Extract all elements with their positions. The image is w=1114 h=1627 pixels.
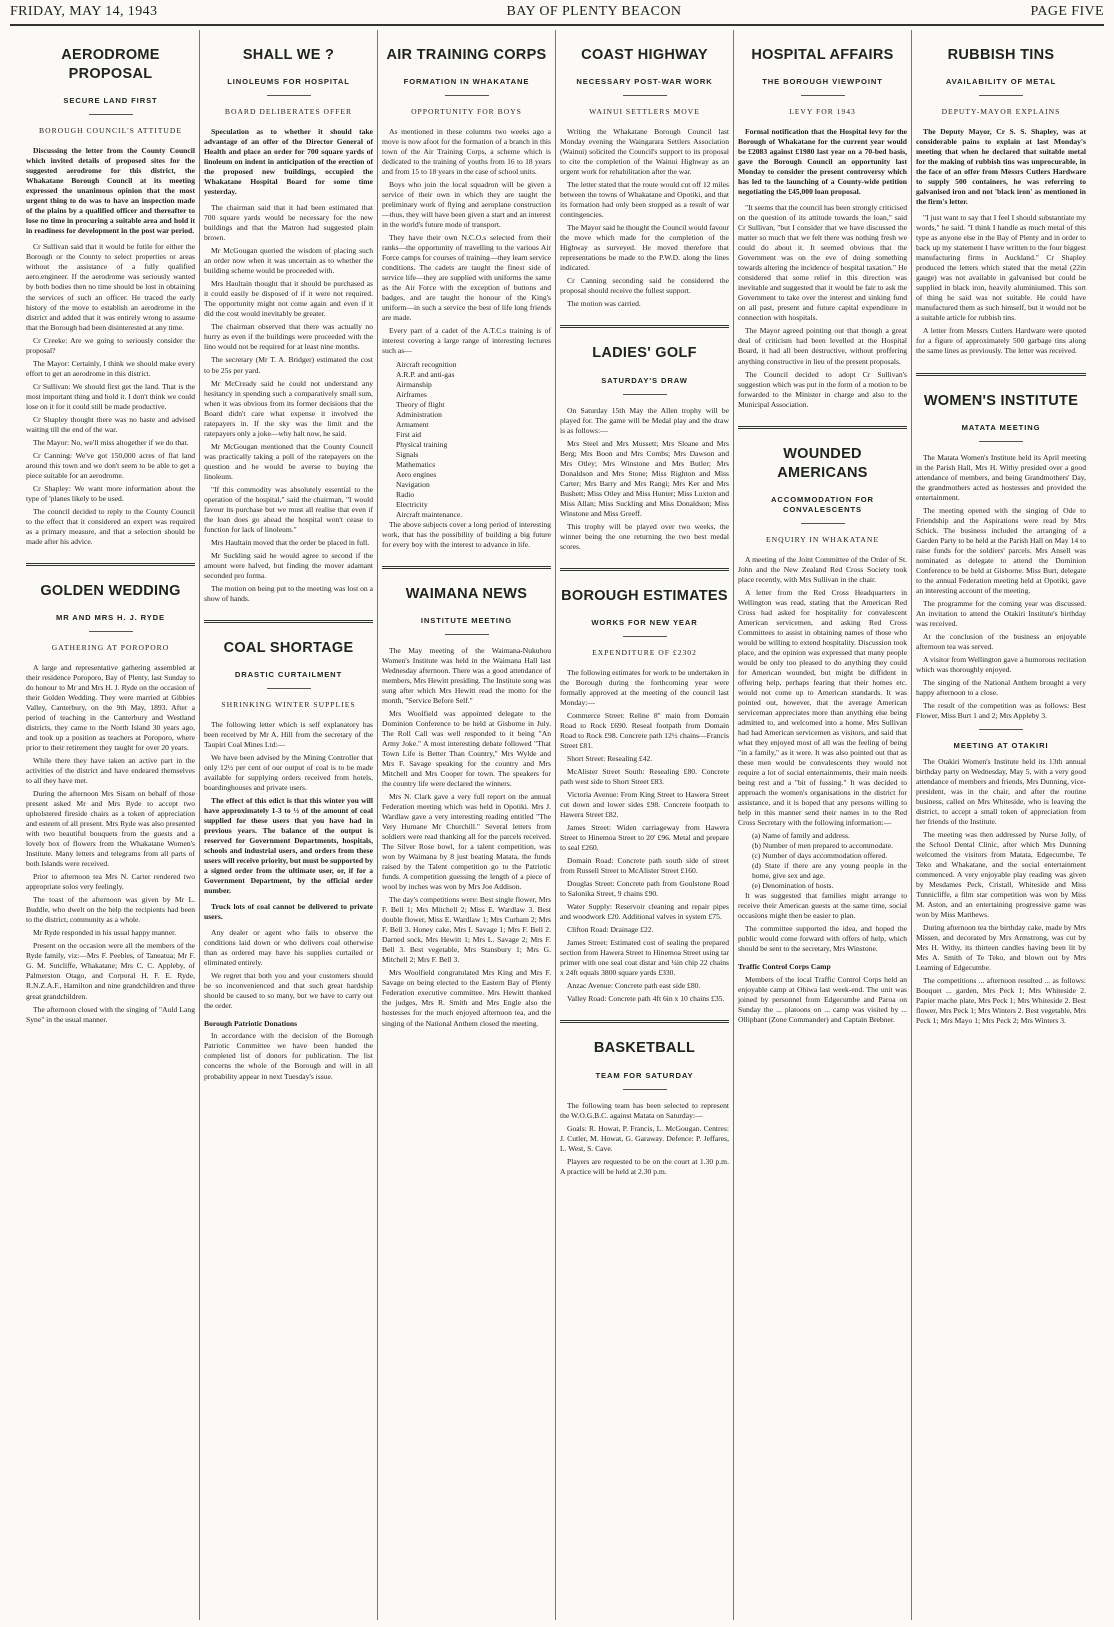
kicker: GATHERING AT POROPORO	[51, 643, 170, 652]
subheadline: MR AND MRS H. J. RYDE	[55, 612, 166, 622]
divider	[267, 95, 311, 96]
subheadline: WORKS FOR NEW YEAR	[591, 617, 698, 627]
divider	[801, 95, 845, 96]
divider	[979, 95, 1023, 96]
column-3	[378, 30, 556, 1620]
paragraph: The Mayor said he thought the Council would favour the move which made for the completion of the Highway as surveyed. He moved therefore that representations be made to the P.W.D. along the lines indicated.	[560, 223, 729, 273]
article-borough-estimates	[560, 587, 729, 1005]
paragraph: Mr McCready said he could not understand any hesitancy in spending such a comparatively small sum, when it was obvious from its former decisions that the Board didn't care what expense it involved the ratepayers in. If the sky was the limit and the ratepayers only a joke—why halt now, he said.	[204, 378, 373, 438]
kicker: BOROUGH COUNCIL'S ATTITUDE	[39, 126, 182, 136]
paragraph: Cr Shapley thought there was no haste and advised waiting till the end of the war.	[26, 414, 195, 434]
paragraph: James Street: Widen carriageway from Hawera Street to Hinemoa Street to 20' £96. Metal and prepare to seal £260.	[560, 823, 729, 853]
lecture-item: First aid	[396, 429, 422, 439]
article-separator	[560, 325, 729, 328]
paragraph: The motion was carried.	[567, 299, 641, 309]
article-separator	[560, 1020, 729, 1023]
intro-paragraph: The following estimates for work to be undertaken in the Borough during the forthcoming year were formally approved at the meeting of the council last Monday:—	[560, 667, 729, 707]
paragraph: Truck lots of coal cannot be delivered to private users.	[204, 902, 373, 922]
paragraph: The Mayor: Certainly, I think we should make every effort to get an aerodrome in this district.	[26, 358, 195, 378]
intro-paragraph: Speculation as to whether it should take advantage of an offer of the Director General of Health and place an order for 700 square yards of linoleum on indent in anticipation of the erection of the proposed new buildings, occupied the Whakatane Hospital Board for some time yesterday.	[204, 127, 373, 197]
paragraph: A visitor from Wellington gave a humorous recitation which was thoroughly enjoyed.	[916, 654, 1086, 674]
headline: BOROUGH ESTIMATES	[561, 587, 728, 604]
info-item: (e) Denomination of hosts.	[752, 881, 834, 891]
paragraph: Cr Sullivan said that it would be futile for either the Borough or the County to select properties or areas without the assistance of a fully qualified aero.engineer. If the aerodrome was seriously wanted by both bodies then no time should be lost in obtaining the services of such an officer. He traced the early history of the move to establish an aerodrome in the district and added that it was entirely wrong to assume that the Borough had been disinterested at any time.	[26, 242, 195, 332]
paragraph: "I just want to say that I feel I should substantiate my words," he said. "I think I handle as much metal of this type as anyone else in the Bay of Plenty and in order to back up my statement I have written to the four biggest manufacturing firms in Auckland." Cr Shapley produced the letters which stated that the metal (22in gauge) was not available in galvanised but could be supplied in black iron, heavily aluminiumed. This sort of thing he said was not suitable. He could have manufactured them as such himself, but it would not be a suitable article for rubbish tins.	[916, 213, 1086, 323]
kicker: BOARD DELIBERATES OFFER	[224, 107, 353, 117]
paragraph: Douglas Street: Concrete path from Goulstone Road to Salonika Street, 9 chains £90.	[560, 879, 729, 899]
article-aerodrome	[26, 46, 195, 547]
lecture-item: Airmanship	[396, 379, 432, 389]
kicker: EXPENDITURE OF £2302	[592, 647, 697, 657]
paragraph: At the conclusion of the business an enjoyable afternoon tea was served.	[916, 631, 1086, 651]
subheadline: LINOLEUMS FOR HOSPITAL	[227, 77, 350, 87]
lecture-item: Aero engines	[396, 469, 437, 479]
paragraph: The singing of the National Anthem brought a very happy afternoon to a close.	[916, 677, 1086, 697]
columns	[22, 30, 1094, 1620]
lecture-item: Radio	[396, 489, 415, 499]
article-ladies-golf	[560, 344, 729, 551]
paragraph: Valley Road: Concrete path 4ft 6in x 10 chains £35.	[567, 994, 725, 1004]
column-6	[912, 30, 1090, 1620]
kicker: SHRINKING WINTER SUPPLIES	[221, 699, 356, 709]
paragraph: The motion on being put to the meeting was lost on a show of hands.	[204, 583, 373, 603]
paragraph: On Saturday 15th May the Allen trophy will be played for. The game will be Medal play and the draw is as follows:—	[560, 405, 729, 435]
divider	[89, 114, 133, 115]
paragraph: A letter from the Red Cross Headquarters in Wellington was read, stating that the American Red Cross had asked for hospitality for convalescent American servicemen, and asking Red Cross Committees to assist in obtaining names of those who would be willing to extend hospitality. Discussion took place, and the opinion was expressed that many people would be only too pleased to do anything they could for American wounded, but might be diffident in offering help, perhaps fearing that their homes etc. would not come up to American standards. It was pointed out, however, that the average American serviceman appreciates more than anything else being admitted to, and welcomed into a home. Mrs Sullivan had had American servicemen as visitors, and said that what they enjoyed most of all was the feeling of being "in a family," as it were. It was also pointed out that as these men would be convalescents they would not require a lot of social entertainments, their main needs being rest and a "bit of fussing." It was decided to approach the women's organisations in the district for assistance, and it is hoped that any persons willing to help in this manner send their names in to the Red Cross Secretary with the following information:—	[738, 587, 907, 828]
lecture-item: Aircraft recognition	[396, 359, 457, 369]
paragraph: Anzac Avenue: Concrete path east side £80.	[567, 981, 701, 991]
article-separator	[26, 563, 195, 566]
subheadline: SECURE LAND FIRST	[63, 96, 158, 106]
paragraph: McAlister Street South: Resealing £80. Concrete path west side to Short Street £83.	[560, 767, 729, 787]
headline: SHALL WE ?	[242, 47, 335, 63]
subheadline: SATURDAY'S DRAW	[601, 375, 688, 385]
paragraph: Cr Canning seconding said he considered the proposal should receive the fullest support.	[560, 276, 729, 296]
paragraph: We have been advised by the Mining Controller that only 12½ per cent of our output of coal is to be made available for supplying orders received from hotels, boardinghouses and private users.	[204, 753, 373, 793]
paragraph: The competitions ... afternoon resulted ... as follows: Bouquet ... garden, Mrs Peck 1; Mrs Whiteside 2. Papier mache plate, Mrs Peck 1; Mrs Whiteside 2. Best flower, Mrs Peck 1; Mrs Winters 2. Best vegetable, Mrs Peck 1; Mrs Mayo 1; Mrs Peck 2; Mrs Winters 3.	[916, 976, 1086, 1026]
headline: AERODROME PROPOSAL	[61, 47, 160, 83]
article-separator	[916, 373, 1086, 376]
kicker: DEPUTY-MAYOR EXPLAINS	[941, 107, 1061, 117]
paragraph: Cr Sullivan: We should first get the land. That is the most important thing and hold it. I don't think we could lose on it for it could still be made productive.	[26, 381, 195, 411]
article-hospital-affairs	[738, 46, 907, 410]
lecture-item: Mathematics	[396, 459, 436, 469]
subheadline: MATATA MEETING	[961, 422, 1041, 432]
paragraph: A large and representative gathering assembled at their residence Poroporo, Bay of Plenty, last Sunday to do honour to Mr and Mrs H. J. Ryde on the occasion of their Golden Wedding. They were married at Gibbies Valley, Canterbury, on the 9th May, 1893. After a period of teaching in the Canterbury and Westland districts, they came to the North Island 30 years ago, and took up a position as teachers at Poroporo, where prior to their retirement they taught for over 20 years.	[26, 663, 195, 753]
paragraph: Members of the local Traffic Control Corps held an enjoyable camp at Ohiwa last week-end. The unit was joined by personnel from Edgecumbe and Paroa on Sunday the ... platoons on ... camp was visited by ... Olliphant (Zone Commander) and Captain Brebner.	[738, 974, 907, 1024]
paragraph: "It seems that the council has been strongly criticised on the question of its attitude towards the loan," said Cr Sullivan, "but I consider that we have discussed the matter so much that we felt there was nothing fresh we could do about it. It seemed obvious that the Government was on the eve of doing something towards altering the incidence of hospital taxation." He considered that some relief in this direction was inevitable and suggested that it would be fair to ask the Government to take over the interest and sinking fund on all past, present and future capital expenditure in connection with hospitals.	[738, 203, 907, 323]
info-item: (b) Number of men prepared to accommodate.	[752, 841, 894, 851]
subheadline: NECESSARY POST-WAR WORK	[576, 77, 713, 87]
column-4	[556, 30, 734, 1620]
intro-paragraph: Discussing the letter from the County Council which invited details of proposed sites for the suggested aerodrome for this district, the Whakatane Borough Council at its meeting expressed the unanimous opinion that the most urgent thing to do was to have an inspection made of the plains by a qualified officer and thereafter to lose no time in procuring a suitable area and hold it in readiness for development in the post war period.	[26, 146, 195, 236]
paragraph: Present on the occasion were all the members of the Ryde family, viz:—Mrs F. Peebles, of Taneatua; Mr F. G. M. Sutcliffe, Whakatane; Mrs C. C. Appleby, of Palmerston Otago, and Corporal H. F. E. Ryde, R.N.Z.A.F., Hamilton and nine grandchildren and three great grandchildren.	[26, 941, 195, 1001]
paragraph: Mrs N. Clark gave a very full report on the annual Federation meeting which was held in Opotiki. Mrs J. Wardlaw gave a very interesting reading entitled "The Very Humane Mr Churchill." Several letters from soldiers were read thanking all for the parcels received. The Silver Rose bowl, for a talent competition, was won by Waimana by 8 just beating Matata, the funds raised by the Talent competition go to the Patriotic funds. A competition guessing the length of a piece of wool by inches was won by Mrs Joe Addison.	[382, 792, 551, 892]
info-item: (a) Name of family and address.	[752, 831, 850, 841]
paragraph: Mr Ryde responded in his usual happy manner.	[33, 928, 177, 938]
article-meeting-at-otakiri	[916, 741, 1086, 1026]
subheading: Traffic Control Corps Camp	[738, 962, 831, 972]
paragraph: Every part of a cadet of the A.T.C.s training is of interest covering a large range of interesting lectures such as—	[382, 326, 551, 356]
info-item: (d) State if there are any young people in the home, give sex and age.	[752, 861, 907, 881]
paragraph: Victoria Avenue: From King Street to Hawera Street cut down and lower sides £98. Concrete footpath to Hawera Street £82.	[560, 790, 729, 820]
paragraph: The Mayor agreed pointing out that though a great deal of criticism had been levelled at the Hospital Board, it had all been destructive, without proffering anything constructive in lieu of the present proposals.	[738, 326, 907, 366]
issue-date: FRIDAY, MAY 14, 1943	[10, 4, 158, 19]
divider	[623, 394, 667, 395]
paragraph: Mrs Haultain thought that it should be purchased as it could easily be disposed of if it were not required. The opportunity might not come again and even if it did the cost would inevitably be greater.	[204, 279, 373, 319]
divider	[623, 636, 667, 637]
paragraph: The toast of the afternoon was given by Mr L. Buddle, who dwelt on the help the recipients had been to the district, community as a whole.	[26, 895, 195, 925]
article-separator	[382, 566, 551, 569]
paragraph: During the afternoon Mrs Sisam on behalf of those present asked Mr and Mrs Ryde to accept two upholstered fireside chairs as a token of appreciation and esteem of all present. Mrs Ryde was also presented with two beautiful bouquets from the guests and a lovely box of flowers from the Whakatane Women's Institute. Many letters and telegrams from all parts of both Islands were received.	[26, 789, 195, 869]
paragraph: We regret that both you and your customers should be so inconvenienced and that such great hardship should be caused to so many, but we have to carry out the order.	[204, 971, 373, 1011]
paragraph: The Council decided to adopt Cr Sullivan's suggestion which was put in the form of a motion to be forwarded to the Minister in charge and also to the Municipal Association.	[738, 369, 907, 409]
headline: LADIES' GOLF	[592, 345, 697, 362]
paragraph: Mr Suckling said he would agree to second if the amount were halved, but finding the mover adamant seconded pro forma.	[204, 550, 373, 580]
headline: MEETING AT OTAKIRI	[953, 741, 1049, 751]
subheadline: ACCOMMODATION FOR CONVALESCENTS	[771, 494, 874, 514]
paragraph: A meeting of the Joint Committee of the Order of St. John and the New Zealand Red Cross Society took place recently, with Mrs Sullivan in the chair.	[738, 554, 907, 584]
paragraph: The afternoon closed with the singing of "Auld Lang Syne" in the usual manner.	[26, 1004, 195, 1024]
headline: WAIMANA NEWS	[405, 585, 528, 602]
article-separator	[560, 568, 729, 571]
intro-paragraph: Formal notification that the Hospital levy for the Borough of Whakatane for the current year would be £2083 against £1980 last year on a 70-bed basis, gave the Borough Council an opportunity last Monday to consider the present controversy which has led to the launching of a County-wide petition negotiating the £45,000 loan proposal.	[738, 127, 907, 197]
newspaper-title: BAY OF PLENTY BEACON	[506, 4, 682, 19]
headline: GOLDEN WEDDING	[40, 582, 181, 599]
paragraph: The following letter which is self explanatory has been received by Mr A. Hill from the secretary of the Taupiri Coal Mines Ltd:—	[204, 720, 373, 750]
paragraph: Cr Creeke: Are we going to seriously consider the proposal?	[26, 335, 195, 355]
lecture-item: Aircraft maintenance.	[396, 509, 463, 519]
paragraph: A letter from Messrs Cutlers Hardware were quoted for a figure of approximately 500 garbage tins along the same lines as previously. The letter was received.	[916, 326, 1086, 356]
paragraph: James Street: Estimated cost of sealing the prepared section from Hawera Street to Hinemoa Street using tar primer with one seal coat distar and ¼in chip 22 chains x 24ft equals 3800 square yards £330.	[560, 938, 729, 978]
paragraph: The effect of this edict is that this winter you will have approximately 1-3 to ½ of the amount of coal supplied for these users that you have had in previous years. The balance of the output is reserved for Government Departments, hospitals, schools and industrial users, and orders from these users will receive priority, but must be supported by a signed order from the ultimate user, or, if for a Government Department, by the official order number.	[204, 796, 373, 896]
paragraph: The May meeting of the Waimana-Nukuhou Women's Institute was held in the Waimana Hall last Wednesday afternoon. There was a good attendance of members, Mrs Hewitt presiding. The Institute song was sung after which Mrs Hewitt read the motto for the month, "Service Before Self."	[382, 645, 551, 706]
divider	[267, 688, 311, 689]
paragraph: Clifton Road: Drainage £22.	[567, 925, 654, 935]
subheadline: FORMATION IN WHAKATANE	[403, 77, 530, 87]
lecture-item: Physical training	[396, 439, 448, 449]
paragraph: While there they have taken an active part in the activities of the district and have endeared themselves to all they have met.	[26, 756, 195, 786]
paragraph: They have their own N.C.O.s selected from their ranks—the opportunity of travelling to the various Air Force camps for courses of training—they learn service conditions. The cadets are taught the finest side of service life—they are supplied with uniforms the same as the Air Force with the exception of buttons and badges, and are taught the honour of the King's uniform—in such a service the best of life long friends are made.	[382, 233, 551, 323]
paragraph: Players are requested to be on the court at 1.30 p.m. A practice will be held at 2.30 p.m.	[560, 1156, 729, 1176]
paragraph: This trophy will be played over two weeks, the winner being the one returning the two best medal scores.	[560, 521, 729, 551]
divider	[623, 1089, 667, 1090]
headline: COAL SHORTAGE	[223, 639, 354, 656]
divider	[801, 523, 845, 524]
paragraph: Water Supply: Reservoir cleaning and repair pipes and woodwork £20. Additional valves in system £75.	[560, 902, 729, 922]
paragraph: The chairman observed that there was actually no hurry as even if the buildings were proceeded with the lino would not be required for at least nine months.	[204, 322, 373, 352]
paragraph: Short Street: Resealing £42.	[567, 754, 653, 764]
paragraph: The chairman said that it had been estimated that 700 square yards would be necessary for the new buildings and that the Matron had suggested plain brown.	[204, 203, 373, 243]
paragraph: Mr McGougan mentioned that the County Council was practically taking a poll of the ratepayers on the question and he would be averse to buying the linoleum.	[204, 441, 373, 481]
paragraph: The day's competitions were: Best single flower, Mrs F. Bell 1; Mrs Mitchell 2; Miss E. Wardlaw 3. Best double flower, Miss E. Wardlaw 1; Mrs Curham 2; Mrs F. Bell 3. Honey cake, Mrs I. Savage 1; Mrs F. Bell 2. Darned sock, Mrs Hewitt 1; Mrs L. Savage 2; Mrs F. Bell 3. Best vegetable, Mrs Stansbury 1; Mrs G. Mitchell 2; Mrs F. Bell 3.	[382, 895, 551, 965]
paragraph: The council decided to reply to the County Council to the effect that it considered an expert was required as a primary measure, and that a selection should be made after his advice.	[26, 506, 195, 546]
page-number: PAGE FIVE	[1030, 4, 1104, 19]
paragraph: The meeting was then addressed by Nurse Jolly, of the School Dental Clinic, after which Mrs Dunning welcomed the visitors from Matata, Edgecumbe, Te Teko and Whakatane, and the social entertainment commenced. A very enjoyable play reading was given by Mesdames Peck, Cristall, Whiteside and Miss Tunnicliffe, a film star competition was won by Miss M. Aston, and an entertaining progressive game was won by Miss Matthews.	[916, 830, 1086, 920]
paragraph: Cr Canning: We've got 150,000 acres of flat land around this town and we don't seem to be able to get a piece suitable for an aerodrome.	[26, 450, 195, 480]
subheadline: TEAM FOR SATURDAY	[595, 1070, 694, 1080]
paragraph: Boys who join the local squadron will be given a service of their own in which they are taught the preliminary work of flying and aeroplane construction—thus, they will have been given a start and an interest in the world's future mode of transport.	[382, 180, 551, 230]
divider	[623, 95, 667, 96]
lecture-item: Electricity	[396, 499, 428, 509]
paragraph: During afternoon tea the birthday cake, made by Mrs Missen, and decorated by Mrs Armstrong, was cut by Mrs H. Withy, its thirteen candles having been lit by Mrs A. Smith of Te Teko, and blown out by Mrs Leaming of Edgecumbe.	[916, 923, 1086, 973]
article-separator	[204, 620, 373, 623]
paragraph: Commerce Street: Reline 8" main from Domain Road to Rock £690. Reseal footpath from Domain Road to Rock £98. Concrete path 12½ chains—Francis Street £81.	[560, 711, 729, 751]
lecture-item: Airframes	[396, 389, 427, 399]
paragraph: Mrs Woolfield was appointed delegate to the Dominion Conference to be held at Gisborne in July. The Roll Call was well responded to it being "An Army Joke." A most interesting debate followed "That Town Life is Better Than Country," Mrs Wylde and Mrs F. Savage speaking for the country and Mrs Mitchell and Mrs Cooper for town. The speakers for the country life were declared the winners.	[382, 709, 551, 789]
paragraph: It was suggested that families might arrange to receive their American guests at the same time, social occasions might then be easier to plan.	[738, 891, 907, 921]
subheadline: AVAILABILITY OF METAL	[945, 77, 1057, 87]
kicker: OPPORTUNITY FOR BOYS	[411, 107, 522, 117]
column-5	[734, 30, 912, 1620]
lecture-item: Armament	[396, 419, 429, 429]
paragraph: Any dealer or agent who fails to observe the conditions laid down or who delivers coal otherwise than as ordered may have his supplies curtailed or eliminated entirely.	[204, 928, 373, 968]
paragraph: The result of the competition was as follows: Best Flower, Miss Burt 1 and 2; Mrs Appleby 3.	[916, 701, 1086, 721]
paragraph: Mrs Woolfield congratulated Mrs King and Mrs F. Savage on being elected to the Eastern Bay of Plenty Federation executive committee. Mrs Hewitt thanked the judges, Mrs R. Smith and Mrs Engle also the hostesses for the much enjoyed afternoon tea, and the singing of the National Anthem closed the meeting.	[382, 968, 551, 1028]
paragraph: In accordance with the decision of the Borough Patriotic Committee we have been handed the completed list of donors for publication. The list concerns the whole of the Borough and will in all probability appear in next Tuesday's issue.	[204, 1031, 373, 1081]
masthead	[10, 0, 1104, 26]
intro-paragraph: Writing the Whakatane Borough Council last Monday evening the Waingarara Settlers Association (Wainui) solicited the Council's support to its proposal to cite the completion of the Wainui Highway as an urgent work for rehabilitation after the war.	[560, 127, 729, 177]
info-item: (c) Number of days accommodation offered.	[752, 851, 888, 861]
paragraph: Prior to afternoon tea Mrs N. Carter rendered two appropriate solos very feelingly.	[26, 872, 195, 892]
paragraph: The programme for the coming year was discussed. An invitation to attend the Otakiri Institute's birthday was received.	[916, 598, 1086, 628]
article-coast-highway	[560, 46, 729, 309]
subheadline: THE BOROUGH VIEWPOINT	[762, 77, 883, 87]
paragraph: The secretary (Mr T. A. Bridger) estimated the cost to be 25s per yard.	[204, 355, 373, 375]
paragraph: The following team has been selected to represent the W.O.G.B.C. against Matata on Saturday:—	[560, 1100, 729, 1120]
intro-paragraph: As mentioned in these columns two weeks ago a move is now afoot for the formation of a branch in this town of the Air Training Corps, a scheme which is dedicated to the training of youths from 16 to 18 years and from 15 to 18 years in the case of school units.	[382, 127, 551, 177]
article-wounded-americans	[738, 445, 907, 1025]
article-womens-institute	[916, 392, 1086, 722]
lecture-item: Theory of flight	[396, 399, 445, 409]
kicker: ENQUIRY IN WHAKATANE	[765, 534, 880, 544]
divider	[89, 631, 133, 632]
paragraph: The above subjects cover a long period of interesting work, that has the possibility of building a big future for every boy with the interest to advance in life.	[382, 519, 551, 549]
divider	[445, 95, 489, 96]
paragraph: "If this commodity was absolutely essential to the operation of the hospital," said the chairman, "I would favour its purchase but we must all realise that even if the loan does go ahead the hospital won't cease to function for lack of linoleum."	[204, 484, 373, 534]
divider	[979, 729, 1023, 730]
paragraph: Mrs Steel and Mrs Mussett; Mrs Sloane and Mrs Berg; Mrs Boon and Mrs Combs; Mrs Dawson and Mrs Otley; Mrs Winstone and Mrs Butler; Mrs Donaldson and Mrs Stone; Miss Righton and Miss Carter; Mrs Barry and Mrs Rangi; Mrs Ker and Mrs Bushett; Miss Otley and Miss Hunter; Miss Luxton and Miss Allan; Miss Suckling and Miss Donaldson; Miss Winstone and Miss Greeff.	[560, 438, 729, 518]
article-shall-we	[204, 46, 373, 604]
headline: COAST HIGHWAY	[581, 47, 708, 63]
headline: RUBBISH TINS	[947, 47, 1055, 63]
paragraph: The Otakiri Women's Institute held its 13th annual birthday party on Wednesday, May 5, with a very good attendance of members and friends, Mrs Dunning, vice-president, was in the chair, and after the routine business, called on Mrs Whiteside, who is leaving the district, to accept a small token of appreciation from her friends of the Institute.	[916, 757, 1086, 827]
paragraph: Mr McGougan queried the wisdom of placing such an order now when it was uncertain as to whether the building scheme would be proceeded with.	[204, 246, 373, 276]
paragraph: The letter stated that the route would cut off 12 miles between the towns of Whakatane and Opotiki, and that its formation had only been stopped as a result of war contingencies.	[560, 180, 729, 220]
column-1	[22, 30, 200, 1620]
divider	[979, 441, 1023, 442]
kicker: WAINUI SETTLERS MOVE	[589, 107, 700, 117]
headline: WOMEN'S INSTITUTE	[923, 392, 1079, 409]
lecture-item: A.R.P. and anti-gas	[396, 369, 455, 379]
paragraph: Cr Shapley: We want more information about the type of 'planes likely to be used.	[26, 483, 195, 503]
lecture-item: Navigation	[396, 479, 430, 489]
headline: HOSPITAL AFFAIRS	[751, 47, 894, 63]
article-rubbish-tins	[916, 46, 1086, 357]
lecture-item: Administration	[396, 409, 442, 419]
paragraph: The meeting opened with the singing of Ode to Friendship and the Aspirations were read by Mrs Schick. The business included the arranging of a Garden Party to be held at the Parish Hall on May 14 to raise funds for the soldiers' parcels. Mrs Ansell was nominated as delegate to attend the Dominion Conference to be held at Gisborne. Miss Burt, delegate to the annual Federation meeting held at Opotiki, gave an interesting account of the meeting.	[916, 505, 1086, 595]
kicker: LEVY FOR 1943	[789, 107, 856, 117]
article-separator	[738, 426, 907, 429]
paragraph: Mrs Haultain moved that the order be placed in full.	[211, 537, 370, 547]
article-golden-wedding	[26, 582, 195, 1025]
paragraph: The Mayor: No, we'll miss altogether if we do that.	[33, 437, 189, 447]
subheadline: DRASTIC CURTAILMENT	[234, 669, 343, 679]
article-waimana-news	[382, 585, 551, 1029]
paragraph: The Matata Women's Institute held its April meeting in the Parish Hall, Mrs H. Withy presided over a good attendance of members, and being Grandmothers' Day, the grandmothers acted as hostesses and provided the entertainment.	[916, 452, 1086, 502]
subheadline: INSTITUTE MEETING	[420, 615, 513, 625]
article-air-training-corps	[382, 46, 551, 550]
intro-paragraph: The Deputy Mayor, Cr S. S. Shapley, was at considerable pains to explain at last Monday's meeting that when he declared that suitable metal for the making of rubbish tins was unprocurable, in the face of an offer from Messrs Cutlers Hardware to supply 500 containers, he was referring to galvanised iron and not 'black iron' as mentioned in the firm's letter.	[916, 127, 1086, 207]
paragraph: Domain Road: Concrete path south side of street from Russell Street to McAlister Street £160.	[560, 856, 729, 876]
column-2	[200, 30, 378, 1620]
lecture-item: Signals	[396, 449, 419, 459]
headline: BASKETBALL	[593, 1040, 696, 1057]
subheading: Borough Patriotic Donations	[204, 1019, 298, 1029]
article-basketball	[560, 1039, 729, 1176]
headline: AIR TRAINING CORPS	[386, 47, 547, 63]
divider	[445, 634, 489, 635]
headline: WOUNDED AMERICANS	[777, 445, 868, 481]
paragraph: The committee supported the idea, and hoped the public would come forward with offers of help, which should be sent to the secretary, Mrs Winstone.	[738, 924, 907, 954]
paragraph: Goals: R. Howat, P. Francis, L. McGougan. Centres: J. Cutler, M. Howat, G. Garaway. Defence: P. Jeffares, L. West, S. Cave.	[560, 1123, 729, 1153]
article-coal-shortage	[204, 639, 373, 1082]
